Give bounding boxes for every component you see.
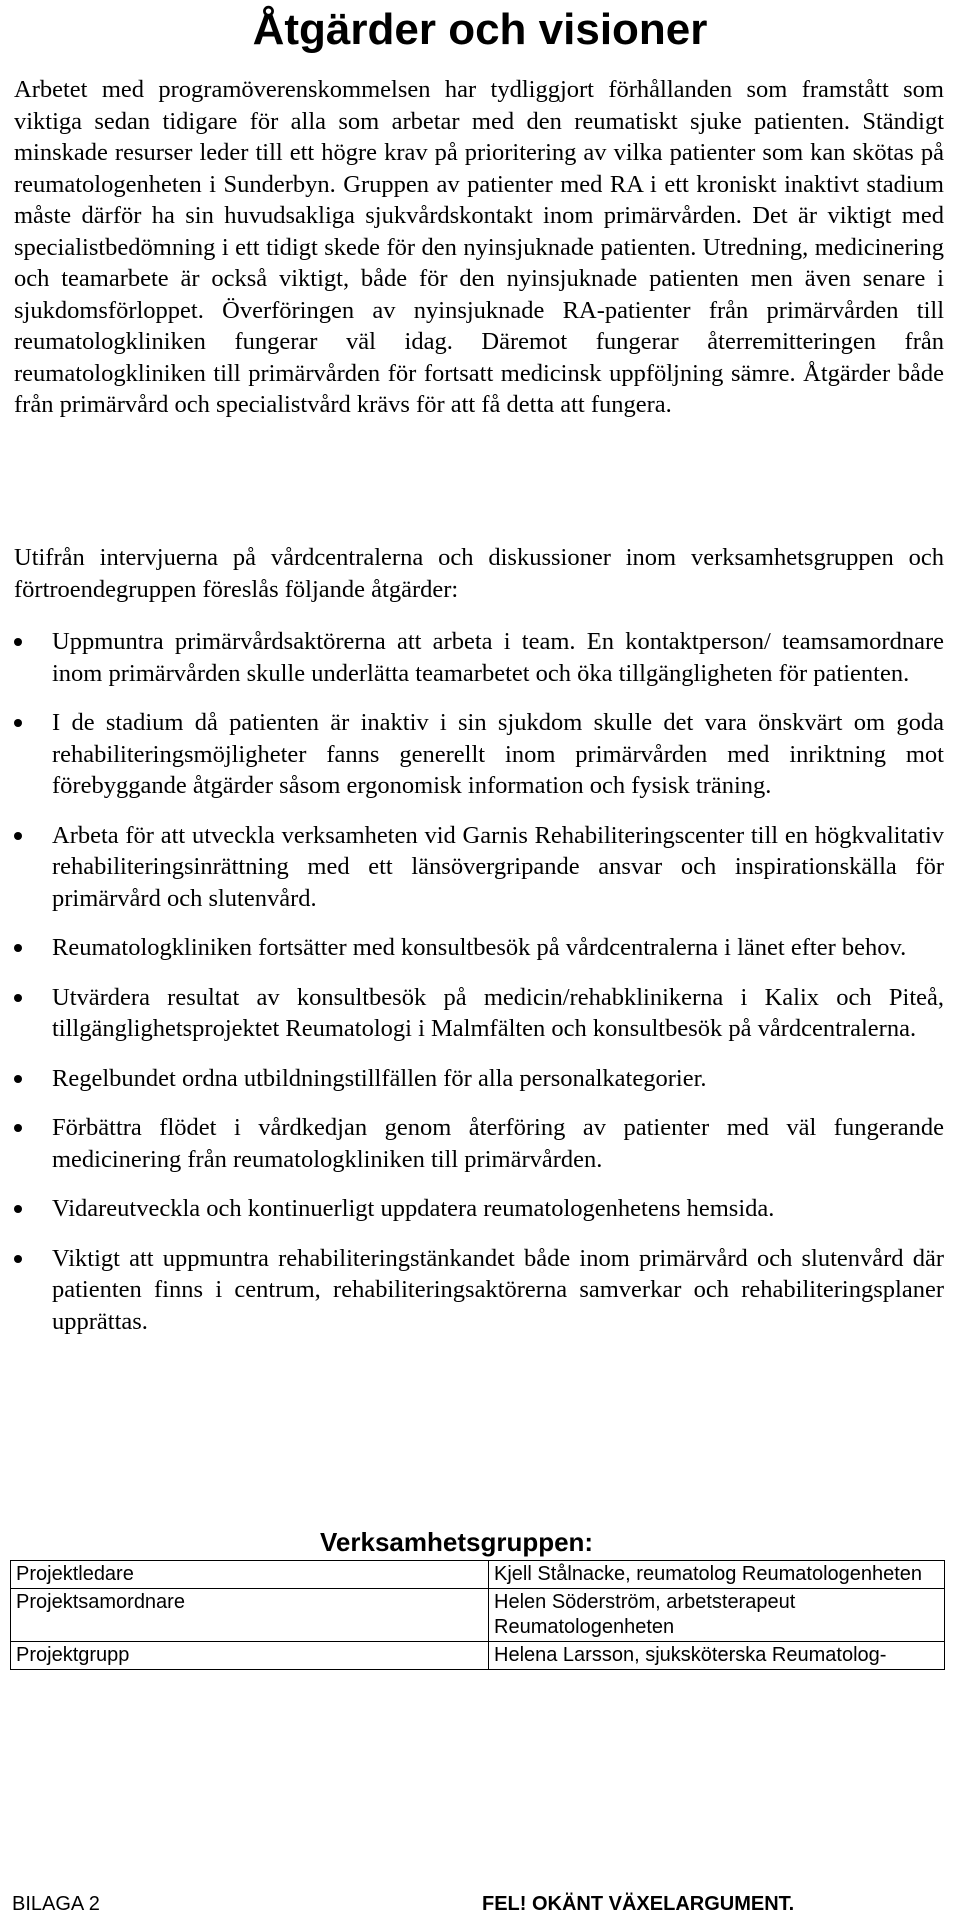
list-item-text: Arbeta för att utveckla verksamheten vid Garnis Rehabiliteringscenter till en högkvalitativ rehabiliteringsinrättning med ett länsövergripande ansvar och inspirationskälla för primärvård och slutenvård. [52, 821, 944, 912]
bullet-icon [14, 832, 22, 840]
role-cell: Projektgrupp [11, 1642, 489, 1670]
group-heading: Verksamhetsgruppen: [320, 1527, 594, 1557]
person-cell: Helena Larsson, sjuksköterska Reumatolog- [489, 1642, 945, 1670]
list-item [0, 932, 944, 964]
bullet-icon [14, 719, 22, 727]
person-cell: Kjell Stålnacke, reumatolog Reumatologenheten [489, 1561, 945, 1589]
list-item-text: Viktigt att uppmuntra rehabiliteringstänkandet både inom primärvård och slutenvård där patienten finns i centrum, rehabiliteringsaktörerna samverkar och rehabiliteringsplaner upprättas. [52, 1244, 944, 1335]
list-item-text: Utvärdera resultat av konsultbesök på medicin/rehabklinikerna i Kalix och Piteå, tillgänglighetsprojektet Reumatologi i Malmfälten och konsultbesök på vårdcentralerna. [52, 983, 944, 1042]
list-item-text: Regelbundet ordna utbildningstillfällen för alla personalkategorier. [52, 1064, 707, 1092]
footer-left: BILAGA 2 [12, 1893, 100, 1915]
list-item-text: Reumatologkliniken fortsätter med konsultbesök på vårdcentralerna i länet efter behov. [52, 934, 907, 961]
bullet-icon [14, 944, 22, 952]
role-cell: Projektledare [11, 1561, 489, 1589]
list-item-text: I de stadium då patienten är inaktiv i sin sjukdom skulle det vara önskvärt om goda rehabiliteringsmöjligheter fanns generellt inom primärvården med inriktning mot förebyggande åtgärder såsom ergonomisk information och fysisk träning. [52, 709, 944, 799]
bullet-icon [14, 1075, 22, 1083]
page-title: Åtgärder och visioner [252, 5, 708, 54]
list-item [0, 626, 944, 689]
intro-paragraph: Arbetet med programöverenskommelsen har tydliggjort förhållanden som framstått som viktiga sedan tidigare för alla som arbetar med den reumatiskt sjuke patienten. Ständigt minskade resurser leder till ett högre krav på prioritering av vilka patienter som kan skötas på reumatologenheten i Sunderbyn. Gruppen av patienter med RA i ett kroniskt inaktivt stadium måste därför ha sin huvudsakliga sjukvårdskontakt inom primärvården. Det är viktigt med specialistbedömning i ett tidigt skede för den nyinsjuknade patienten. Utredning, medicinering och teamarbete är också viktigt, både för den nyinsjuknade patienten men även senare i sjukdomsförloppet. Överföringen av nyinsjuknade RA-patienter från primärvården till reumatologkliniken fungerar väl idag. Däremot fungerar återremitteringen från reumatologkliniken till primärvården för fortsatt medicinsk uppföljning sämre. Åtgärder både från primärvård och specialistvård krävs för att få detta att fungera. [14, 76, 944, 418]
list-item-text: Förbättra flödet i vårdkedjan genom återföring av patienter med väl fungerande medicinering från reumatologkliniken till primärvården. [52, 1114, 944, 1173]
bullet-icon [14, 1255, 22, 1263]
list-item-text: Vidareutveckla och kontinuerligt uppdatera reumatologenhetens hemsida. [52, 1195, 775, 1222]
footer-right: FEL! OKÄNT VÄXELARGUMENT. [482, 1893, 795, 1915]
list-item [0, 1243, 944, 1338]
group-table [10, 1560, 945, 1670]
bullet-icon [14, 1205, 22, 1213]
actions-list [0, 626, 944, 1355]
list-item [0, 1193, 944, 1225]
table-row [11, 1589, 945, 1642]
bullet-icon [14, 638, 22, 646]
bullet-icon [14, 994, 22, 1002]
table-row [11, 1642, 945, 1670]
list-item [0, 1063, 944, 1095]
list-item [0, 1112, 944, 1175]
list-item [0, 982, 944, 1045]
lead-paragraph: Utifrån intervjuerna på vårdcentralerna och diskussioner inom verksamhetsgruppen och förtroendegruppen föreslås följande åtgärder: [14, 544, 944, 603]
list-item [0, 707, 944, 802]
bullet-icon [14, 1124, 22, 1132]
table-row [11, 1561, 945, 1589]
list-item [0, 820, 944, 915]
list-item-text: Uppmuntra primärvårdsaktörerna att arbeta i team. En kontaktperson/ teamsamordnare inom primärvården skulle underlätta teamarbetet och öka tillgängligheten för patienten. [52, 628, 944, 687]
role-cell: Projektsamordnare [11, 1589, 489, 1642]
person-cell: Helen Söderström, arbetsterapeut Reumatologenheten [489, 1589, 945, 1642]
